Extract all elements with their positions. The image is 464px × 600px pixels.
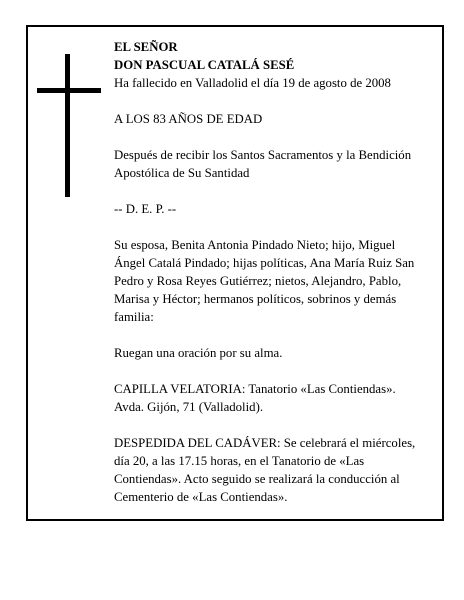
title-line-1: EL SEÑOR <box>114 40 178 54</box>
rip-line: -- D. E. P. -- <box>114 202 177 216</box>
family-paragraph: Su esposa, Benita Antonia Pindado Nieto; hijo, Miguel Ángel Catalá Pindado; hijas políticas, Ana María Ruiz San Pedro y Rosa Reyes Gutiérrez; nietos, Alejandro, Pablo, Marisa y Héctor; hermanos políticos, sobrinos y demás familia: <box>114 238 415 324</box>
farewell-paragraph: DESPEDIDA DEL CADÁVER: Se celebrará el miércoles, día 20, a las 17.15 horas, en el Tanatorio de «Las Contiendas». Acto seguido se realizará la conducción al Cementerio de «Las Contiendas». <box>114 436 416 504</box>
chapel-paragraph: CAPILLA VELATORIA: Tanatorio «Las Contiendas». Avda. Gijón, 71 (Valladolid). <box>114 382 396 414</box>
cross-vertical-bar <box>65 54 70 197</box>
age-line: A LOS 83 AÑOS DE EDAD <box>114 112 263 126</box>
prayer-line: Ruegan una oración por su alma. <box>114 346 283 360</box>
death-info: Ha fallecido en Valladolid el día 19 de agosto de 2008 <box>114 76 391 90</box>
cross-icon <box>37 54 101 197</box>
sacraments-line: Después de recibir los Santos Sacramentos y la Bendición Apostólica de Su Santidad <box>114 148 412 180</box>
obituary-text <box>114 38 426 524</box>
cross-horizontal-bar <box>37 88 101 93</box>
deceased-name: DON PASCUAL CATALÁ SESÉ <box>114 58 295 72</box>
